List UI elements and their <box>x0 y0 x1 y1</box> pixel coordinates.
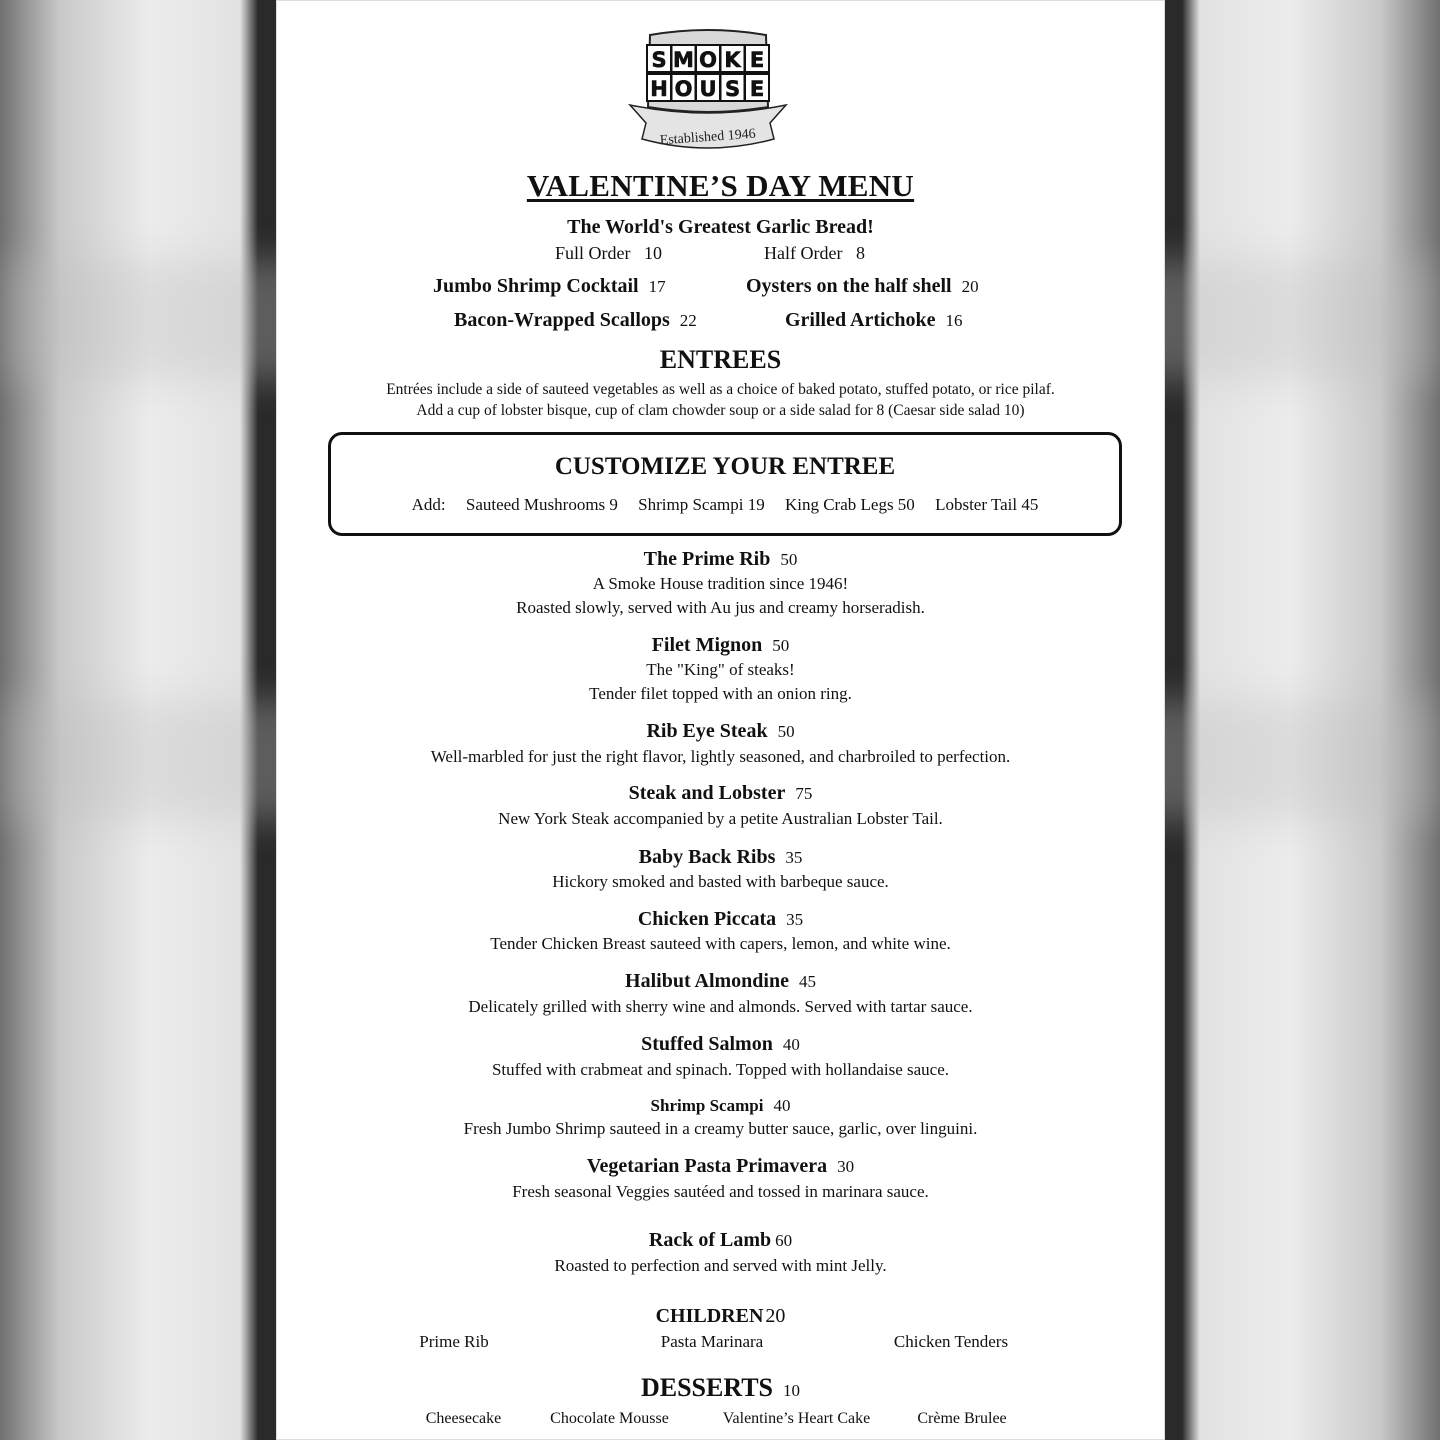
starter-item: Jumbo Shrimp Cocktail 17 <box>433 275 666 297</box>
garlic-full-order: Full Order 10 <box>555 243 662 263</box>
logo-letter: K <box>724 48 741 72</box>
menu-item-name: Halibut Almondine 45 <box>625 970 816 992</box>
children-option: Prime Rib <box>419 1332 489 1351</box>
menu-item-desc: The "King" of steaks! <box>646 660 795 679</box>
logo-letter: O <box>699 48 717 72</box>
menu-item-desc: Tender filet topped with an onion ring. <box>589 684 852 703</box>
customize-option: Shrimp Scampi 19 <box>638 495 765 514</box>
menu-item-name: Filet Mignon 50 <box>651 634 790 656</box>
logo-letter: E <box>749 48 765 72</box>
customize-title: CUSTOMIZE YOUR ENTREE <box>554 453 896 480</box>
dessert-option: Cheesecake <box>425 1410 502 1427</box>
starter-item: Bacon-Wrapped Scallops 22 <box>454 309 697 331</box>
add-label: Add: <box>411 495 446 514</box>
logo-letter: S <box>651 48 667 72</box>
menu-item-desc: New York Steak accompanied by a petite Australian Lobster Tail. <box>498 809 943 828</box>
menu-title: VALENTINE’S DAY MENU <box>526 168 915 203</box>
menu-item-desc: Roasted to perfection and served with mint Jelly. <box>554 1256 887 1275</box>
customize-box <box>328 432 1122 536</box>
children-option: Chicken Tenders <box>893 1332 1009 1351</box>
entrees-note: Entrées include a side of sauteed vegetables as well as a choice of baked potato, stuffed potato, or rice pilaf. <box>386 381 1055 398</box>
menu-item-desc: Tender Chicken Breast sauteed with capers, lemon, and white wine. <box>490 934 951 953</box>
menu-page <box>276 0 1165 1440</box>
menu-item-desc: Stuffed with crabmeat and spinach. Topped with hollandaise sauce. <box>491 1060 950 1079</box>
customize-option: King Crab Legs 50 <box>784 495 915 514</box>
smoke-house-logo <box>628 25 788 155</box>
children-heading: CHILDREN 20 <box>655 1305 786 1327</box>
desserts-heading: DESSERTS 10 <box>640 1373 801 1402</box>
garlic-half-order: Half Order 8 <box>764 243 865 263</box>
starter-item: Oysters on the half shell 20 <box>746 275 979 297</box>
menu-item-name: Shrimp Scampi 40 <box>650 1096 791 1115</box>
menu-item-name: Rack of Lamb 60 <box>648 1229 793 1251</box>
menu-item-name: The Prime Rib 50 <box>643 548 798 570</box>
menu-item-desc: Well-marbled for just the right flavor, lightly seasoned, and charbroiled to perfection. <box>430 747 1011 766</box>
menu-item-name: Chicken Piccata 35 <box>637 908 804 930</box>
starter-item: Grilled Artichoke 16 <box>785 309 963 331</box>
logo-letter: M <box>673 48 694 72</box>
menu-item-desc: A Smoke House tradition since 1946! <box>592 574 849 593</box>
menu-item-desc: Delicately grilled with sherry wine and almonds. Served with tartar sauce. <box>468 997 973 1016</box>
logo-letter: S <box>724 77 741 101</box>
menu-item-desc: Hickory smoked and basted with barbeque sauce. <box>552 872 889 891</box>
menu-item-desc: Fresh seasonal Veggies sautéed and tossed in marinara sauce. <box>512 1182 929 1201</box>
logo-letter: H <box>650 77 668 101</box>
menu-item-name: Baby Back Ribs 35 <box>638 846 803 868</box>
logo-letter: E <box>749 77 765 101</box>
dessert-option: Crème Brulee <box>917 1410 1007 1427</box>
garlic-bread-title: The World's Greatest Garlic Bread! <box>567 216 874 238</box>
menu-item-name: Rib Eye Steak 50 <box>646 720 795 742</box>
logo-letter: O <box>674 77 693 101</box>
entrees-note: Add a cup of lobster bisque, cup of clam chowder soup or a side salad for 8 (Caesar side salad 10) <box>416 402 1025 419</box>
logo-letter: U <box>699 77 717 101</box>
entrees-heading: ENTREES <box>659 345 782 374</box>
menu-item-name: Stuffed Salmon 40 <box>641 1033 800 1055</box>
menu-item-name: Steak and Lobster 75 <box>628 782 813 804</box>
customize-options <box>331 495 1119 515</box>
logo-established: Established 1946 <box>659 126 757 149</box>
children-option: Pasta Marinara <box>660 1332 764 1351</box>
customize-option: Lobster Tail 45 <box>935 495 1039 514</box>
dessert-option: Valentine’s Heart Cake <box>722 1410 871 1427</box>
dessert-option: Chocolate Mousse <box>550 1410 669 1427</box>
menu-item-desc: Roasted slowly, served with Au jus and creamy horseradish. <box>516 598 925 617</box>
menu-item-name: Vegetarian Pasta Primavera 30 <box>586 1155 855 1177</box>
customize-option: Sauteed Mushrooms 9 <box>465 495 618 514</box>
menu-item-desc: Fresh Jumbo Shrimp sauteed in a creamy butter sauce, garlic, over linguini. <box>463 1119 978 1138</box>
